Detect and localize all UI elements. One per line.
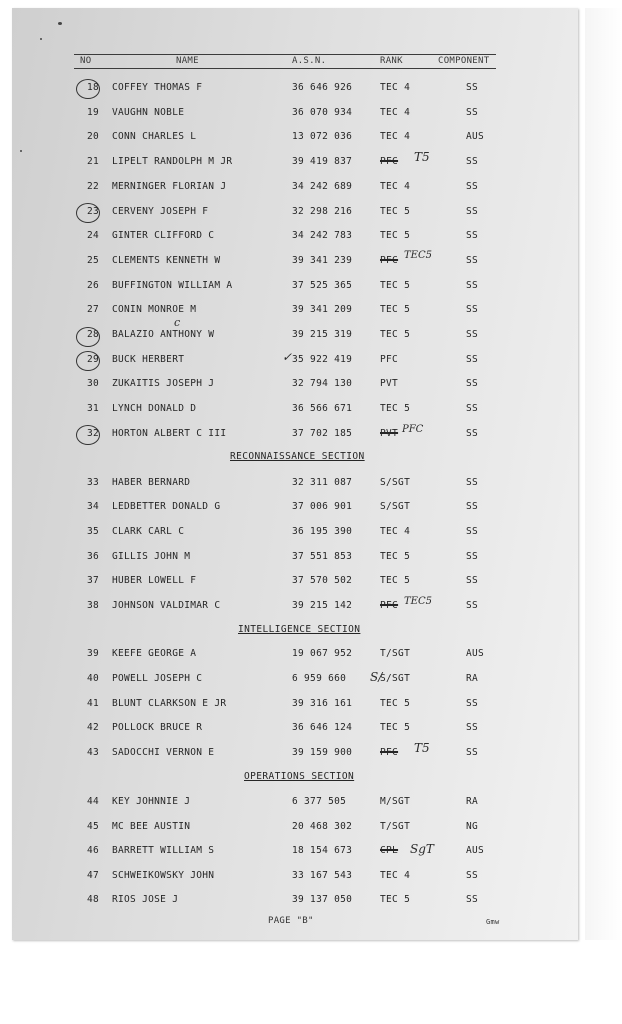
- circle-mark-23: [76, 203, 100, 223]
- row-number: 33: [86, 477, 100, 488]
- row-number: 35: [86, 526, 100, 537]
- row-asn: 39 316 161: [292, 698, 353, 709]
- row-asn: 36 566 671: [292, 403, 353, 414]
- row-component: SS: [466, 82, 479, 93]
- handwritten-r43: T5: [414, 741, 430, 755]
- row-rank: T/SGT: [380, 648, 411, 659]
- row-number: 20: [86, 131, 100, 142]
- row-number: 30: [86, 378, 100, 389]
- handwritten-r29: ✓: [282, 350, 293, 364]
- row-rank: TEC 5: [380, 575, 411, 586]
- row-component: SS: [466, 526, 479, 537]
- row-number: 23: [86, 206, 100, 217]
- row-rank: PFC: [380, 600, 399, 611]
- row-component: SS: [466, 156, 479, 167]
- row-name: LEDBETTER DONALD G: [112, 501, 221, 512]
- row-number: 38: [86, 600, 100, 611]
- row-asn: 32 311 087: [292, 477, 353, 488]
- row-component: AUS: [466, 845, 485, 856]
- row-component: SS: [466, 600, 479, 611]
- row-component: SS: [466, 722, 479, 733]
- row-asn: 35 922 419: [292, 354, 353, 365]
- row-number: 32: [86, 428, 100, 439]
- handwritten-r40: S/: [370, 670, 383, 684]
- row-number: 25: [86, 255, 100, 266]
- row-number: 19: [86, 107, 100, 118]
- row-asn: 36 070 934: [292, 107, 353, 118]
- row-name: VAUGHN NOBLE: [112, 107, 185, 118]
- row-asn: 39 215 319: [292, 329, 353, 340]
- row-name: POLLOCK BRUCE R: [112, 722, 203, 733]
- row-rank: TEC 5: [380, 206, 411, 217]
- row-rank: T/SGT: [380, 821, 411, 832]
- row-rank: TEC 4: [380, 526, 411, 537]
- row-number: 36: [86, 551, 100, 562]
- row-asn: 37 525 365: [292, 280, 353, 291]
- row-rank: TEC 5: [380, 403, 411, 414]
- row-rank: TEC 5: [380, 304, 411, 315]
- row-name: CLARK CARL C: [112, 526, 185, 537]
- page-edge: [585, 8, 622, 940]
- row-component: SS: [466, 501, 479, 512]
- section-reconnaissance: RECONNAISSANCE SECTION: [230, 451, 365, 462]
- row-asn: 39 419 837: [292, 156, 353, 167]
- row-component: AUS: [466, 648, 485, 659]
- ink-speck: [58, 22, 62, 25]
- row-component: SS: [466, 230, 479, 241]
- circle-mark-32: [76, 425, 100, 445]
- row-component: SS: [466, 255, 479, 266]
- row-number: 46: [86, 845, 100, 856]
- row-rank: TEC 5: [380, 698, 411, 709]
- row-number: 29: [86, 354, 100, 365]
- row-rank: S/SGT: [380, 501, 411, 512]
- row-component: SS: [466, 870, 479, 881]
- row-name: ZUKAITIS JOSEPH J: [112, 378, 215, 389]
- row-rank: TEC 5: [380, 329, 411, 340]
- row-asn: 20 468 302: [292, 821, 353, 832]
- row-rank: S/SGT: [380, 477, 411, 488]
- row-number: 28: [86, 329, 100, 340]
- header-top-rule: [74, 54, 496, 55]
- row-component: SS: [466, 698, 479, 709]
- row-number: 31: [86, 403, 100, 414]
- header-asn: A.S.N.: [292, 56, 327, 66]
- row-number: 22: [86, 181, 100, 192]
- circle-mark-29: [76, 351, 100, 371]
- row-number: 18: [86, 82, 100, 93]
- row-rank: TEC 4: [380, 870, 411, 881]
- row-component: SS: [466, 551, 479, 562]
- row-asn: 32 298 216: [292, 206, 353, 217]
- section-intelligence: INTELLIGENCE SECTION: [238, 624, 361, 635]
- row-rank: TEC 4: [380, 181, 411, 192]
- row-rank: S/SGT: [380, 673, 411, 684]
- row-component: SS: [466, 747, 479, 758]
- row-asn: 34 242 783: [292, 230, 353, 241]
- handwritten-r21: T5: [414, 150, 430, 164]
- row-rank: TEC 4: [380, 131, 411, 142]
- row-asn: 39 137 050: [292, 894, 353, 905]
- row-name: BUCK HERBERT: [112, 354, 185, 365]
- row-name: SCHWEIKOWSKY JOHN: [112, 870, 215, 881]
- header-no: NO: [80, 56, 92, 66]
- row-component: RA: [466, 796, 479, 807]
- row-rank: PFC: [380, 156, 399, 167]
- row-name: HABER BERNARD: [112, 477, 191, 488]
- row-component: NG: [466, 821, 479, 832]
- row-component: SS: [466, 378, 479, 389]
- row-number: 34: [86, 501, 100, 512]
- row-number: 40: [86, 673, 100, 684]
- row-asn: 36 195 390: [292, 526, 353, 537]
- row-asn: 13 072 036: [292, 131, 353, 142]
- row-rank: TEC 5: [380, 230, 411, 241]
- handwritten-r28: c: [174, 316, 181, 329]
- row-number: 47: [86, 870, 100, 881]
- handwritten-r38: TEC5: [404, 596, 432, 607]
- row-number: 37: [86, 575, 100, 586]
- row-component: SS: [466, 894, 479, 905]
- row-name: GINTER CLIFFORD C: [112, 230, 215, 241]
- row-number: 26: [86, 280, 100, 291]
- row-asn: 36 646 124: [292, 722, 353, 733]
- row-component: SS: [466, 354, 479, 365]
- row-asn: 36 646 926: [292, 82, 353, 93]
- row-rank: PVT: [380, 378, 399, 389]
- typist-initials: Gmw: [486, 918, 500, 926]
- row-name: LYNCH DONALD D: [112, 403, 197, 414]
- row-asn: 37 551 853: [292, 551, 353, 562]
- row-asn: 37 570 502: [292, 575, 353, 586]
- ink-speck: [40, 38, 42, 40]
- row-asn: 39 159 900: [292, 747, 353, 758]
- row-name: CLEMENTS KENNETH W: [112, 255, 221, 266]
- row-number: 41: [86, 698, 100, 709]
- row-rank: CPL: [380, 845, 399, 856]
- row-name: COFFEY THOMAS F: [112, 82, 203, 93]
- row-asn: 6 959 660: [292, 673, 347, 684]
- row-asn: 32 794 130: [292, 378, 353, 389]
- handwritten-r46: SgT: [410, 842, 434, 856]
- row-rank: TEC 5: [380, 551, 411, 562]
- row-asn: 19 067 952: [292, 648, 353, 659]
- row-component: RA: [466, 673, 479, 684]
- row-number: 44: [86, 796, 100, 807]
- row-rank: TEC 5: [380, 280, 411, 291]
- row-name: GILLIS JOHN M: [112, 551, 191, 562]
- row-name: POWELL JOSEPH C: [112, 673, 203, 684]
- row-rank: PFC: [380, 255, 399, 266]
- row-asn: 39 341 209: [292, 304, 353, 315]
- row-name: CERVENY JOSEPH F: [112, 206, 209, 217]
- row-component: SS: [466, 575, 479, 586]
- header-component: COMPONENT: [438, 56, 490, 66]
- row-rank: TEC 4: [380, 82, 411, 93]
- row-name: JOHNSON VALDIMAR C: [112, 600, 221, 611]
- row-number: 39: [86, 648, 100, 659]
- header-bottom-rule: [74, 68, 496, 69]
- row-component: SS: [466, 477, 479, 488]
- handwritten-r32: PFC: [402, 424, 424, 435]
- row-asn: 6 377 505: [292, 796, 347, 807]
- row-component: SS: [466, 428, 479, 439]
- row-name: BALAZIO ANTHONY W: [112, 329, 215, 340]
- row-asn: 39 215 142: [292, 600, 353, 611]
- row-component: SS: [466, 329, 479, 340]
- circle-mark-18: [76, 79, 100, 99]
- row-component: SS: [466, 280, 479, 291]
- row-asn: 37 702 185: [292, 428, 353, 439]
- row-name: KEEFE GEORGE A: [112, 648, 197, 659]
- row-rank: PVT: [380, 428, 399, 439]
- row-name: BARRETT WILLIAM S: [112, 845, 215, 856]
- row-component: SS: [466, 403, 479, 414]
- page-label: PAGE "B": [268, 916, 314, 926]
- row-number: 45: [86, 821, 100, 832]
- row-asn: 18 154 673: [292, 845, 353, 856]
- row-rank: M/SGT: [380, 796, 411, 807]
- row-rank: TEC 5: [380, 894, 411, 905]
- row-component: SS: [466, 107, 479, 118]
- row-name: BLUNT CLARKSON E JR: [112, 698, 227, 709]
- row-component: SS: [466, 181, 479, 192]
- row-number: 48: [86, 894, 100, 905]
- row-asn: 33 167 543: [292, 870, 353, 881]
- row-name: CONN CHARLES L: [112, 131, 197, 142]
- row-rank: TEC 4: [380, 107, 411, 118]
- row-name: KEY JOHNNIE J: [112, 796, 191, 807]
- header-name: NAME: [176, 56, 199, 66]
- row-name: SADOCCHI VERNON E: [112, 747, 215, 758]
- row-name: HUBER LOWELL F: [112, 575, 197, 586]
- header-rank: RANK: [380, 56, 403, 66]
- section-operations: OPERATIONS SECTION: [244, 771, 355, 782]
- row-number: 21: [86, 156, 100, 167]
- row-name: HORTON ALBERT C III: [112, 428, 227, 439]
- row-number: 43: [86, 747, 100, 758]
- row-asn: 37 006 901: [292, 501, 353, 512]
- row-number: 24: [86, 230, 100, 241]
- ink-speck: [20, 150, 22, 152]
- row-name: MERNINGER FLORIAN J: [112, 181, 227, 192]
- row-asn: 39 341 239: [292, 255, 353, 266]
- row-component: AUS: [466, 131, 485, 142]
- row-name: MC BEE AUSTIN: [112, 821, 191, 832]
- row-asn: 34 242 689: [292, 181, 353, 192]
- row-number: 42: [86, 722, 100, 733]
- row-rank: PFC: [380, 354, 399, 365]
- row-name: BUFFINGTON WILLIAM A: [112, 280, 233, 291]
- row-component: SS: [466, 206, 479, 217]
- circle-mark-28: [76, 327, 100, 347]
- row-component: SS: [466, 304, 479, 315]
- row-name: LIPELT RANDOLPH M JR: [112, 156, 233, 167]
- row-name: RIOS JOSE J: [112, 894, 179, 905]
- row-name: CONIN MONROE M: [112, 304, 197, 315]
- handwritten-r25: TEC5: [404, 250, 432, 261]
- row-rank: TEC 5: [380, 722, 411, 733]
- row-number: 27: [86, 304, 100, 315]
- row-rank: PFC: [380, 747, 399, 758]
